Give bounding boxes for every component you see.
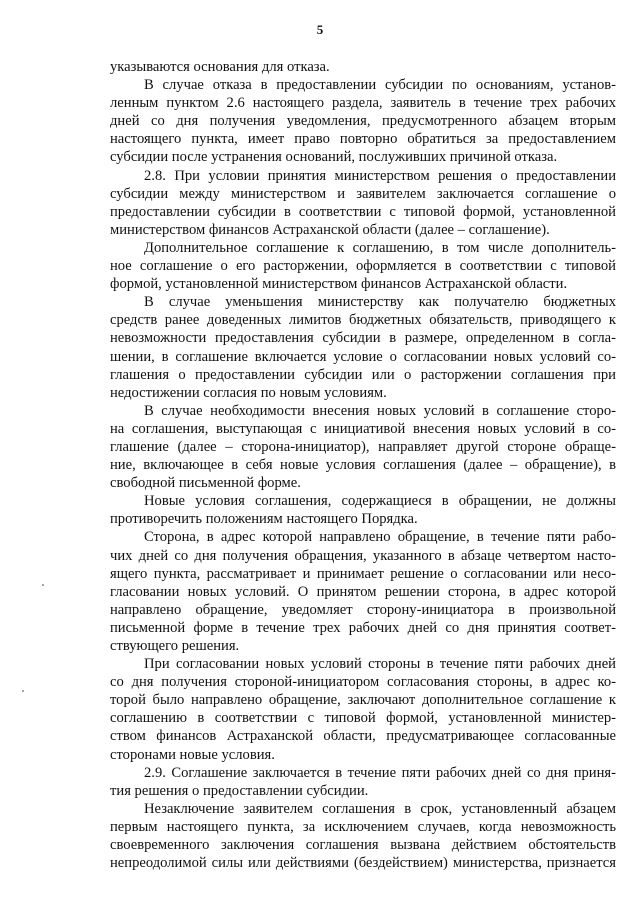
text-line: со дня получения стороной-инициатором согласования стороны, в адрес ко-: [110, 674, 616, 691]
scan-speck: [22, 690, 24, 692]
text-line: В случае отказа в предоставлении субсидии по основаниям, установ-: [144, 77, 616, 94]
text-line: глашение (далее – сторона-инициатор), направляет другой стороне обраще-: [110, 438, 616, 455]
text-line: своевременного заключения соглашения вызвана действием обстоятельств: [110, 837, 616, 854]
text-line: первым настоящего пункта, за исключением случаев, когда невозможность: [110, 818, 616, 835]
text-line: свободной письменной форме.: [110, 475, 301, 492]
text-line: ствующего решения.: [110, 638, 240, 654]
text-line: Сторона, в адрес которой направлено обращение, в течение пяти рабо-: [144, 529, 616, 546]
text-line: Новые условия соглашения, содержащиеся в обращении, не должны: [144, 493, 616, 510]
text-line: При согласовании новых условий стороны в течение пяти рабочих дней: [144, 656, 616, 673]
text-line: ленным пунктом 2.6 настоящего раздела, заявитель в течение трех рабочих: [110, 95, 616, 112]
text-line: недостижении согласия по новым условиям.: [110, 384, 387, 401]
text-line: непреодолимой силы или действиями (бездействием) министерства, признается: [110, 855, 616, 872]
text-line: соглашению в соответствии с типовой формой, установленной министер-: [110, 710, 616, 727]
text-line: формой, установленной министерством финансов Астраханской области.: [110, 276, 568, 293]
text-line: В случае необходимости внесения новых условий в соглашение сторо-: [144, 402, 616, 419]
text-line: невозможности предоставления субсидии в размере, определенном в согла-: [110, 330, 616, 347]
text-line: дней со дня получения уведомления, предусмотренного абзацем вторым: [110, 113, 616, 130]
text-line: субсидии между министерством и заявителем заключается соглашение о: [110, 185, 616, 202]
text-line: В случае уменьшения министерству как получателю бюджетных: [144, 294, 616, 311]
text-line: 2.8. При условии принятия министерством решения о предоставлении: [144, 167, 616, 184]
scan-speck: [42, 584, 44, 586]
text-line: торой было направлено обращение, заключают дополнительное соглашение к: [110, 692, 616, 709]
text-line: глашения о предоставлении субсидии или о расторжении соглашения при: [110, 366, 616, 383]
page-number: 5: [316, 22, 324, 37]
text-line: Дополнительное соглашение к соглашению, в том числе дополнитель-: [144, 239, 616, 256]
text-line: настоящего пункта, имеет право повторно обратиться за предоставлением: [110, 131, 616, 148]
text-line: противоречить положениям настоящего Порядка.: [110, 511, 418, 528]
text-line: ством финансов Астраханской области, предусматривающее согласованные: [110, 728, 616, 745]
body-text: [110, 58, 616, 872]
text-line: предоставлении субсидии в соответствии с типовой формой, установленной: [110, 203, 616, 220]
text-line: шении, в соглашение включается условие о согласовании новых условий со-: [110, 348, 616, 365]
text-line: средств ранее доведенных лимитов бюджетных обязательств, приводящего к: [110, 312, 616, 329]
text-line: Незаключение заявителем соглашения в срок, установленный абзацем: [144, 800, 616, 817]
text-line: тия решения о предоставлении субсидии.: [110, 782, 369, 799]
text-line: ное соглашение о его расторжении, оформляется в соответствии с типовой: [110, 258, 616, 275]
text-line: ние, включающее в себя новые условия соглашения (далее – обращение), в: [110, 457, 616, 474]
text-line: направлено обращение, уведомляет сторону-инициатора в произвольной: [110, 601, 616, 618]
text-line: ящего пункта, рассматривает и принимает решение о согласовании или несо-: [110, 565, 616, 582]
text-line: чих дней со дня получения обращения, указанного в абзаце четвертом насто-: [110, 547, 616, 564]
text-line: сторонами новые условия.: [110, 746, 275, 763]
text-line: министерством финансов Астраханской области (далее – соглашение).: [110, 221, 550, 238]
text-line: гласовании новых условий. О принятом решении сторона, в адрес которой: [110, 583, 616, 600]
text-line: на соглашения, выступающая с инициативой внесения новых условий в со-: [110, 420, 616, 437]
text-line: 2.9. Соглашение заключается в течение пяти рабочих дней со дня приня-: [144, 764, 616, 781]
text-line: субсидии после устранения оснований, послуживших причиной отказа.: [110, 149, 558, 166]
text-line: указываются основания для отказа.: [110, 59, 330, 75]
text-line: письменной форме в течение трех рабочих дней со дня принятия соответ-: [110, 619, 616, 636]
